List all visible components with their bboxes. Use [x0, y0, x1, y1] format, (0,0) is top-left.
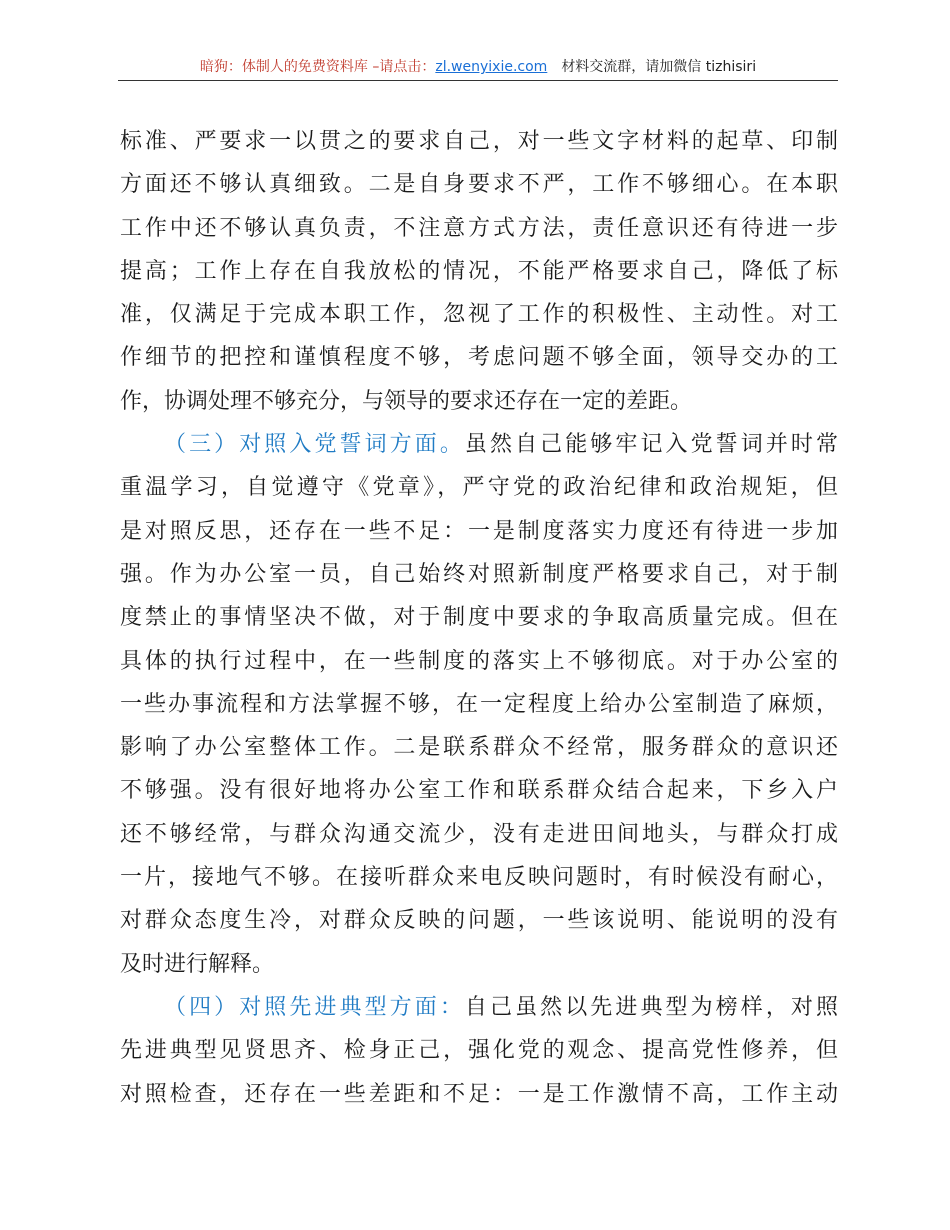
text-line: 标准、严要求一以贯之的要求自己，对一些文字材料的起草、印制 — [120, 129, 838, 154]
text-line-first — [120, 986, 838, 1029]
text-line: 一些办事流程和方法掌握不够，在一定程度上给办公室制造了麻烦， — [120, 691, 838, 717]
text-line: 一片，接地气不够。在接听群众来电反映问题时，有时候没有耐心， — [120, 865, 838, 891]
header-dash: – — [367, 59, 380, 75]
text-line: 提高；工作上存在自我放松的情况，不能严格要求自己，降低了标 — [120, 258, 838, 284]
text-line: 度禁止的事情坚决不做，对于制度中要求的争取高质量完成。但在 — [120, 605, 838, 631]
text-line: 重温学习，自觉遵守《党章》，严守党的政治纪律和政治规矩，但 — [120, 475, 838, 501]
paragraph-1 — [120, 120, 838, 423]
click-prompt: 请点击： — [379, 59, 436, 75]
watermark-header — [118, 56, 838, 78]
header-divider — [118, 80, 838, 81]
section-heading-oath: （三）对照入党誓词方面。 — [164, 432, 465, 458]
text-line: 是对照反思，还存在一些不足：一是制度落实力度还有待进一步加 — [120, 518, 838, 544]
text-line: 影响了办公室整体工作。二是联系群众不经常，服务群众的意识还 — [120, 735, 838, 761]
paragraph-oath — [120, 423, 838, 986]
text-line: 准，仅满足于完成本职工作，忽视了工作的积极性、主动性。对工 — [120, 302, 838, 328]
text-line: 先进典型见贤思齐、检身正己，强化党的观念、提高党性修养，但 — [120, 1038, 838, 1064]
text-span: 虽然自己能够牢记入党誓词并时常 — [464, 432, 838, 458]
text-line: 对照检查，还存在一些差距和不足：一是工作激情不高，工作主动 — [120, 1081, 838, 1107]
section-heading-role-model: （四）对照先进典型方面： — [164, 994, 465, 1020]
text-line-first — [120, 423, 838, 466]
site-name: 暗狗：体制人的免费资料库 — [199, 59, 368, 75]
text-line: 作，协调处理不够充分，与领导的要求还存在一定的差距。 — [120, 388, 693, 414]
text-line: 作细节的把控和谨慎程度不够，考虑问题不够全面，领导交办的工 — [120, 345, 838, 371]
text-line: 对群众态度生冷，对群众反映的问题，一些该说明、能说明的没有 — [120, 908, 838, 934]
text-line: 方面还不够认真细致。二是自身要求不严，工作不够细心。在本职 — [120, 172, 838, 198]
site-url-link[interactable]: zl.wenyixie.com — [435, 59, 548, 75]
text-line: 不够强。没有很好地将办公室工作和联系群众结合起来，下乡入户 — [120, 778, 838, 804]
document-body — [120, 120, 838, 1116]
text-line: 及时进行解释。 — [120, 951, 275, 977]
text-line: 强。作为办公室一员，自己始终对照新制度严格要求自己，对于制 — [120, 561, 838, 587]
paragraph-role-model — [120, 986, 838, 1116]
wechat-group-note: 材料交流群，请加微信 tizhisiri — [561, 59, 757, 75]
text-span: 自己虽然以先进典型为榜样，对照 — [464, 994, 838, 1020]
text-line: 具体的执行过程中，在一些制度的落实上不够彻底。对于办公室的 — [120, 648, 838, 674]
text-line: 还不够经常，与群众沟通交流少，没有走进田间地头，与群众打成 — [120, 821, 838, 847]
text-line: 工作中还不够认真负责，不注意方式方法，责任意识还有待进一步 — [120, 215, 838, 241]
